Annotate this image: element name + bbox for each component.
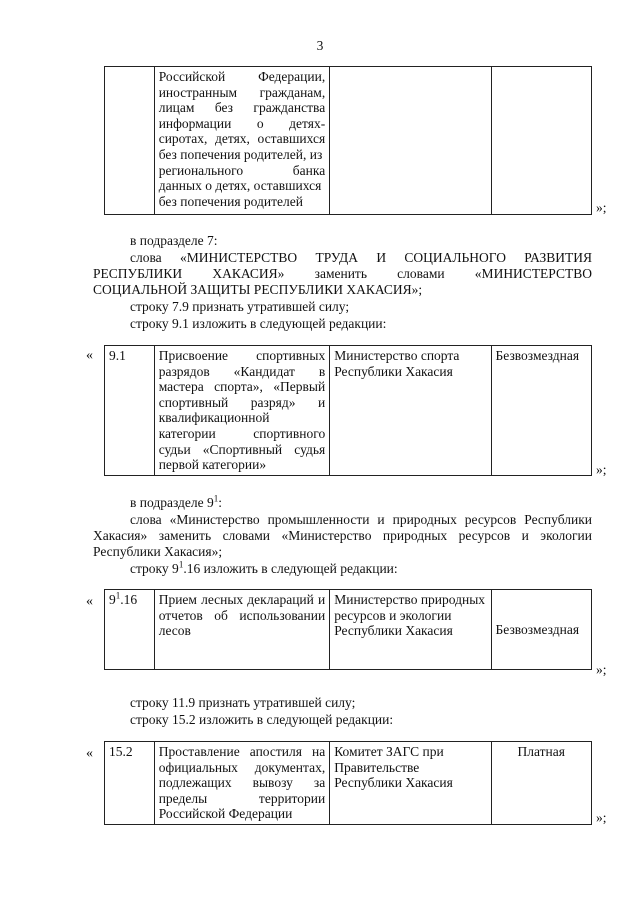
paragraph-line: Хакасия» заменить словами «Министерство природных ресурсов и экологии [93, 528, 592, 543]
opening-quote: « [86, 594, 93, 609]
table-cell-authority [330, 67, 491, 215]
opening-quote: « [86, 746, 93, 761]
service-line: спортивный разряд» и [158, 394, 326, 410]
closing-quote: »; [596, 462, 607, 477]
text-part: 9 [109, 592, 116, 607]
service-line: регионального банка [158, 162, 326, 178]
services-table-15-2 [104, 741, 592, 825]
table-cell-num: 15.2 [105, 742, 155, 825]
paragraph-line: строку 7.9 признать утратившей силу; [130, 299, 350, 314]
paragraph-line: в подразделе 7: [130, 233, 218, 248]
paragraph-line: слова «МИНИСТЕРСТВО ТРУДА И СОЦИАЛЬНОГО РАЗВИТИЯ [130, 250, 592, 265]
text-part: в подразделе 9 [130, 495, 214, 510]
paragraph-line [130, 495, 222, 511]
service-line: категории спортивного [158, 425, 326, 441]
service-line: квалификационной [158, 410, 270, 426]
page-number: 3 [316, 38, 324, 53]
service-line: иностранным гражданам, [158, 84, 326, 100]
service-line: Российской Федерации, [158, 69, 326, 84]
paragraph-line: слова «Министерство промышленности и природных ресурсов Республики [130, 512, 592, 527]
table-cell-num [105, 67, 155, 215]
service-line: отчетов об использовании [158, 607, 326, 623]
service-line: лицам без гражданства [158, 100, 326, 116]
paragraph-line: РЕСПУБЛИКИ ХАКАСИЯ» заменить словами «МИНИСТЕРСТВО [93, 266, 592, 281]
closing-quote: »; [596, 810, 607, 825]
table-cell-service [154, 67, 330, 215]
service-line: первой категории» [158, 457, 267, 473]
service-line: лесов [158, 623, 191, 639]
service-line: Проставление апостиля на [158, 744, 326, 759]
service-line: пределы территории [158, 790, 326, 806]
table-cell-fee: Платная [491, 742, 591, 825]
paragraph-line: строку 11.9 признать утратившей силу; [130, 695, 356, 710]
text-part: .16 [120, 592, 138, 607]
paragraph-line: Республики Хакасия»; [93, 544, 223, 559]
service-line: данных о детях, оставшихся [158, 178, 322, 194]
table-cell-fee [491, 67, 591, 215]
service-line: мастера спорта», «Первый [158, 379, 326, 395]
service-line: официальных документах, [158, 759, 326, 775]
services-table-continuation [104, 66, 592, 215]
closing-quote: »; [596, 662, 607, 677]
opening-quote: « [86, 348, 93, 363]
service-line: сиротах, детях, оставшихся [158, 131, 326, 147]
text-part: строку 9 [130, 561, 179, 576]
table-cell-authority: Министерство спорта Республики Хакасия [330, 346, 491, 476]
service-line: подлежащих вывозу за [158, 775, 326, 791]
text-part: : [218, 495, 223, 510]
table-cell-authority: Комитет ЗАГС при Правительстве Республики Хакасия [330, 742, 491, 825]
table-cell-num [105, 590, 155, 670]
service-line: разрядов «Кандидат в [158, 363, 326, 379]
services-table-9-1 [104, 345, 592, 476]
service-line: судьи «Спортивный судья [158, 441, 326, 457]
table-cell-authority: Министерство природных ресурсов и экологии Республики Хакасия [330, 590, 491, 670]
service-line: без попечения родителей [158, 193, 303, 209]
services-table-9-1-16 [104, 589, 592, 670]
service-line: Российской Федерации [158, 806, 293, 822]
service-line: Присвоение спортивных [158, 348, 326, 363]
service-line: информации о детях- [158, 115, 326, 131]
service-line: Прием лесных деклараций и [158, 592, 326, 607]
superscript: 1 [115, 590, 121, 601]
table-cell-service [154, 742, 330, 825]
text-part: .16 изложить в следующей редакции: [183, 561, 398, 576]
closing-quote: »; [596, 200, 607, 215]
service-line: без попечения родителей, из [158, 146, 323, 162]
paragraph-line: строку 15.2 изложить в следующей редакции: [130, 712, 394, 727]
table-cell-service [154, 346, 330, 476]
paragraph-line: строку 9.1 изложить в следующей редакции: [130, 316, 387, 331]
table-cell-num: 9.1 [105, 346, 155, 476]
table-cell-service [154, 590, 330, 670]
paragraph-line [130, 561, 398, 577]
table-cell-fee: Безвозмездная [491, 346, 591, 476]
table-cell-fee: Безвозмездная [491, 590, 591, 670]
superscript: 1 [213, 493, 219, 504]
superscript: 1 [178, 559, 184, 570]
paragraph-line: СОЦИАЛЬНОЙ ЗАЩИТЫ РЕСПУБЛИКИ ХАКАСИЯ»; [93, 282, 423, 297]
